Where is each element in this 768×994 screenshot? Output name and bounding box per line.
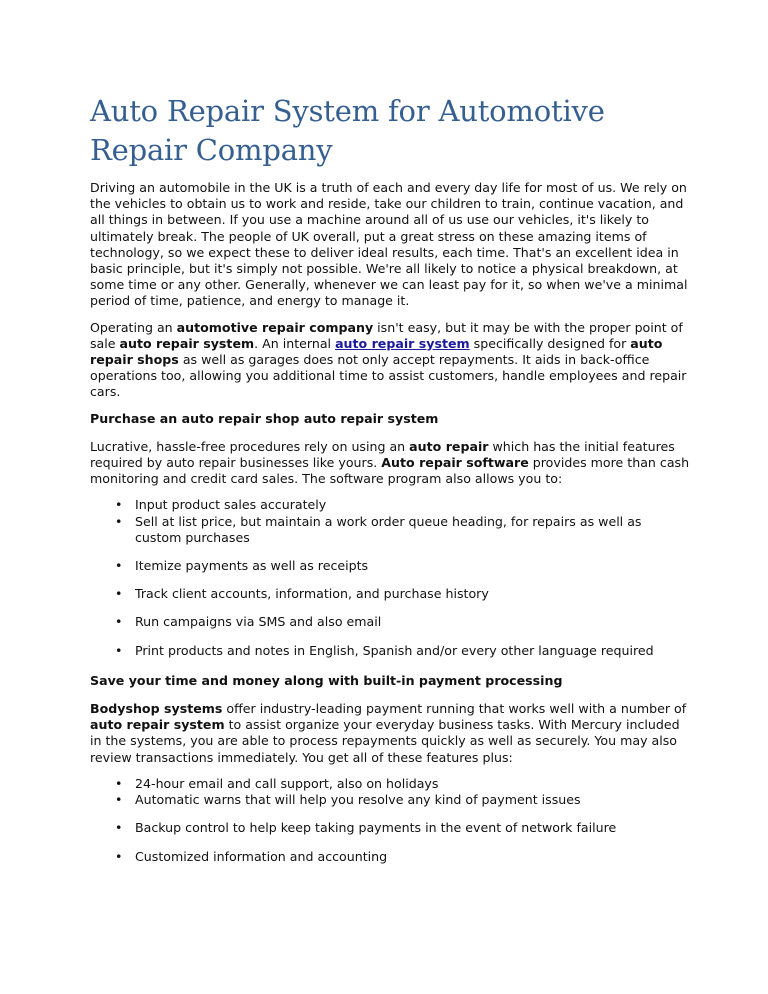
- bullet-icon: •: [115, 775, 123, 791]
- text-run: Lucrative, hassle-free procedures rely on using an: [90, 438, 410, 454]
- list-item: [90, 514, 690, 546]
- text-run: specifically designed for: [469, 335, 631, 351]
- list-item: [90, 497, 690, 513]
- bold-phrase: Bodyshop systems: [90, 701, 223, 717]
- auto-repair-system-link[interactable]: auto repair system: [335, 335, 470, 351]
- bullet-icon: •: [115, 642, 123, 658]
- list-item-text: Input product sales accurately: [135, 497, 327, 513]
- payment-features-list: [90, 776, 690, 865]
- bullet-icon: •: [115, 497, 123, 513]
- list-item-text: 24-hour email and call support, also on holidays: [135, 775, 439, 791]
- bullet-icon: •: [115, 820, 123, 836]
- features-list: [90, 497, 690, 658]
- text-run: Operating an: [90, 319, 177, 335]
- text-run: provides more than cash monitoring and credit card sales. The software program also allows you to:: [90, 455, 690, 487]
- list-item: [90, 614, 690, 630]
- list-item: [90, 776, 690, 792]
- document-content: [90, 92, 690, 865]
- list-item-text: Automatic warns that will help you resolve any kind of payment issues: [135, 792, 581, 808]
- text-run: to assist organize your everyday business tasks. With Mercury included in the systems, you are able to process repayments quickly as well as securely. You may also review transactions immediately. You get all of these features plus:: [90, 717, 680, 765]
- bold-phrase: auto repair shops: [90, 335, 663, 368]
- bullet-icon: •: [115, 558, 123, 574]
- bodyshop-paragraph: [90, 701, 690, 766]
- list-item-text: Print products and notes in English, Spanish and/or every other language required: [135, 642, 654, 658]
- text-run: . An internal: [254, 335, 336, 351]
- list-item-text: Customized information and accounting: [135, 848, 388, 864]
- list-item-text: Run campaigns via SMS and also email: [135, 614, 382, 630]
- list-item-text: Itemize payments as well as receipts: [135, 558, 369, 574]
- text-run: which has the initial features required by auto repair businesses like yours.: [90, 438, 675, 471]
- list-item: [90, 643, 690, 659]
- bold-phrase: auto repair system: [119, 335, 255, 351]
- bullet-icon: •: [115, 586, 123, 602]
- lucrative-paragraph: [90, 439, 690, 488]
- text-run: as well as garages does not only accept repayments. It aids in back-office operations too, allowing you additional time to assist customers, handle employees and repair cars.: [90, 352, 687, 400]
- text-run: isn't easy, but it may be with the proper point of sale: [90, 319, 683, 351]
- list-item: [90, 586, 690, 602]
- page-title: Auto Repair System for Automotive Repair Company: [90, 94, 605, 167]
- bullet-icon: •: [115, 848, 123, 864]
- list-item-text: Sell at list price, but maintain a work order queue heading, for repairs as well as custom purchases: [135, 513, 642, 545]
- list-item: [90, 792, 690, 808]
- section-heading-purchase: Purchase an auto repair shop auto repair system: [90, 410, 439, 426]
- bullet-icon: •: [115, 792, 123, 808]
- list-item-text: Backup control to help keep taking payments in the event of network failure: [135, 820, 617, 836]
- bullet-icon: •: [115, 513, 123, 529]
- bold-phrase: automotive repair company: [176, 319, 374, 335]
- bold-phrase: auto repair system: [90, 717, 225, 733]
- intro-paragraph: Driving an automobile in the UK is a truth of each and every day life for most of us. We rely on the vehicles to obtain us to work and reside, take our children to train, continue vacation, and all things in between. If you use a machine around all of us use our vehicles, it's likely to ultimately break. The people of UK overall, put a great stress on these amazing items of technology, so we expect these to deliver ideal results, each time. That's an excellent idea in basic principle, but it's simply not possible. We're all likely to notice a physical breakdown, at some time or any other. Generally, whenever we can least pay for it, so when we've a minimal period of time, patience, and energy to manage it.: [90, 180, 688, 309]
- list-item-text: Track client accounts, information, and purchase history: [135, 586, 489, 602]
- list-item: [90, 558, 690, 574]
- list-item: [90, 820, 690, 836]
- operating-paragraph: [90, 320, 690, 401]
- section-heading-save: Save your time and money along with built-in payment processing: [90, 672, 563, 688]
- bold-phrase: Auto repair software: [381, 455, 529, 471]
- bold-phrase: auto repair: [409, 438, 489, 454]
- list-item: [90, 849, 690, 865]
- bullet-icon: •: [115, 614, 123, 630]
- text-run: offer industry-leading payment running that works well with a number of: [222, 701, 687, 717]
